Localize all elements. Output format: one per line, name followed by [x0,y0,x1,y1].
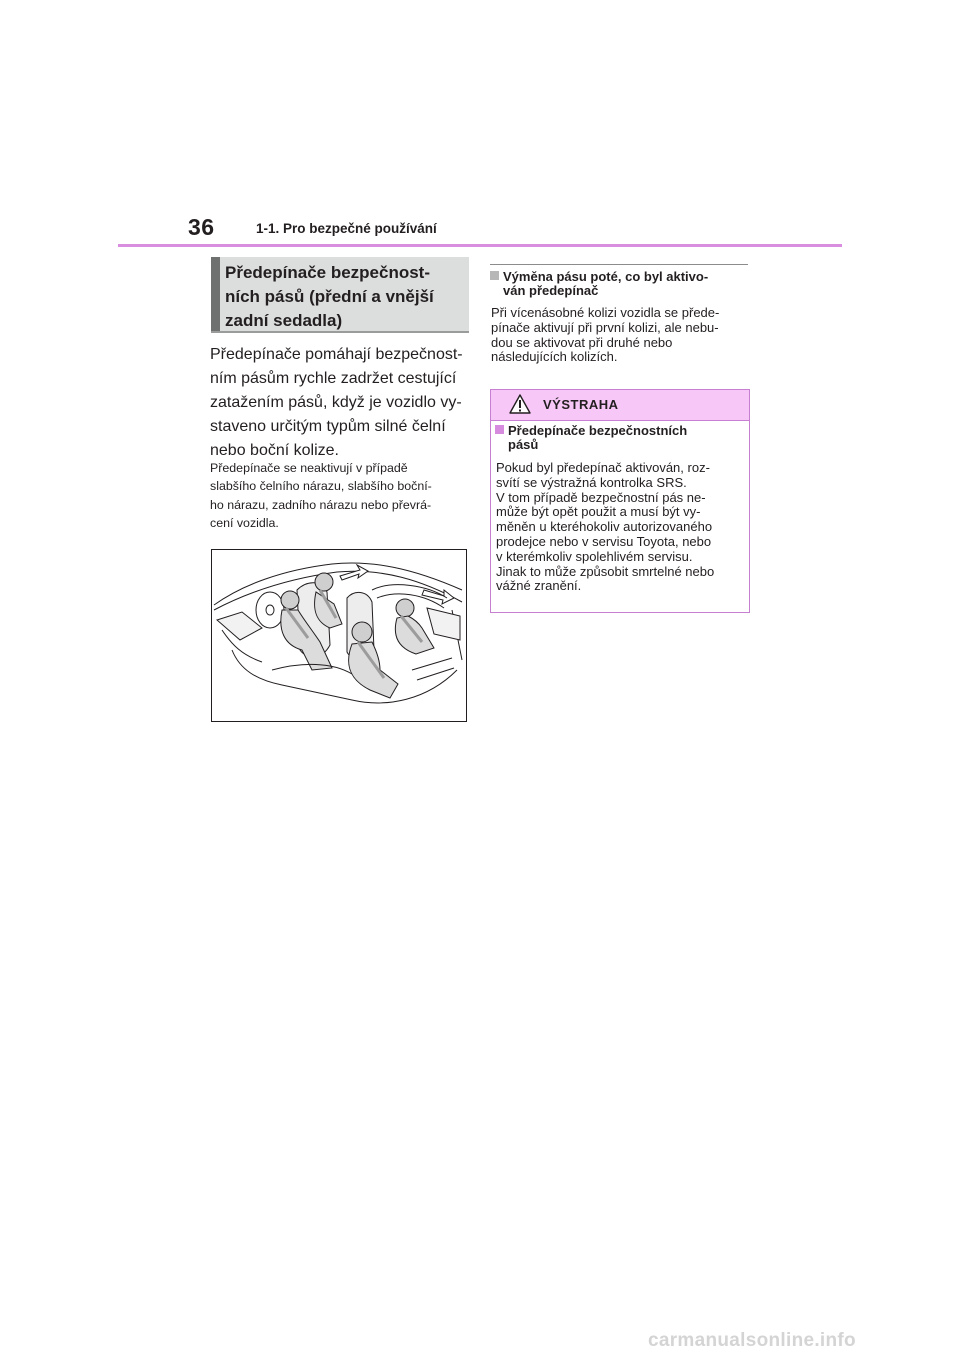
chapter-title: 1-1. Pro bezpečné používání [256,221,437,236]
intro-line: Předepínače pomáhají bezpečnost- [210,346,463,363]
subsection-rule [490,264,748,265]
intro-line: nebo boční kolize. [210,442,339,459]
warning-line: vážné zranění. [496,578,582,594]
warning-line: může být opět použit a musí být vy- [496,504,701,520]
warning-line: Pokud byl předepínač aktivován, roz- [496,460,710,475]
header-rule [118,244,842,247]
warning-header [491,390,749,421]
replacement-heading-line: ván předepínač [503,283,599,298]
section-title [225,261,461,333]
section-title-line: zadní sedadla) [225,311,343,330]
warning-paragraph [496,461,745,594]
pretensioner-illustration [211,549,467,722]
warning-line: prodejce nebo v servisu Toyota, nebo [496,533,712,549]
warning-line: svítí se výstražná kontrolka SRS. [496,474,687,490]
warning-label: VÝSTRAHA [543,397,619,412]
note-line: cení vozidla. [210,515,279,530]
warning-line: V tom případě bezpečnostní pás ne- [496,489,706,505]
car-interior-drawing [212,550,465,720]
replacement-paragraph [491,306,749,365]
warning-line: měněn u kteréhokoliv autorizovaného [496,519,713,535]
section-heading-bar [211,257,220,331]
replacement-line: dou se aktivovat při druhé nebo [491,334,673,350]
replacement-heading [490,270,748,298]
note-line: slabšího čelního nárazu, slabšího boční- [210,479,432,494]
warning-triangle-icon [509,394,531,414]
note-line: Předepínače se neaktivují v případě [210,461,408,475]
section-heading-box [211,257,469,333]
replacement-line: pínače aktivují při první kolizi, ale nebu- [491,319,719,335]
intro-line: staveno určitým typům silné čelní [210,418,446,435]
note-paragraph [210,459,468,532]
intro-paragraph [210,343,468,463]
square-bullet-icon [490,271,499,280]
replacement-heading-line: Výměna pásu poté, co byl aktivo- [490,270,748,284]
warning-line: v kterémkoliv spolehlivém servisu. [496,548,693,564]
warning-subheading [495,424,745,452]
watermark: carmanualsonline.info [648,1330,856,1351]
replacement-line: Při vícenásobné kolizi vozidla se přede- [491,305,720,320]
replacement-line: následujících kolizích. [491,349,618,365]
warning-line: Jinak to může způsobit smrtelné nebo [496,563,715,579]
warning-subheading-line: Předepínače bezpečnostních [495,424,745,438]
section-title-line: Předepínače bezpečnost- [225,263,431,282]
square-bullet-icon [495,425,504,434]
intro-line: zatažením pásů, když je vozidlo vy- [210,394,462,411]
section-title-line: ních pásů (přední a vnější [225,287,434,306]
intro-line: ním pásům rychle zadržet cestující [210,370,457,387]
page-number: 36 [188,214,215,240]
warning-subheading-line: pásů [508,437,539,452]
note-line: ho nárazu, zadního nárazu nebo převrá- [210,497,432,512]
warning-box [490,389,750,613]
